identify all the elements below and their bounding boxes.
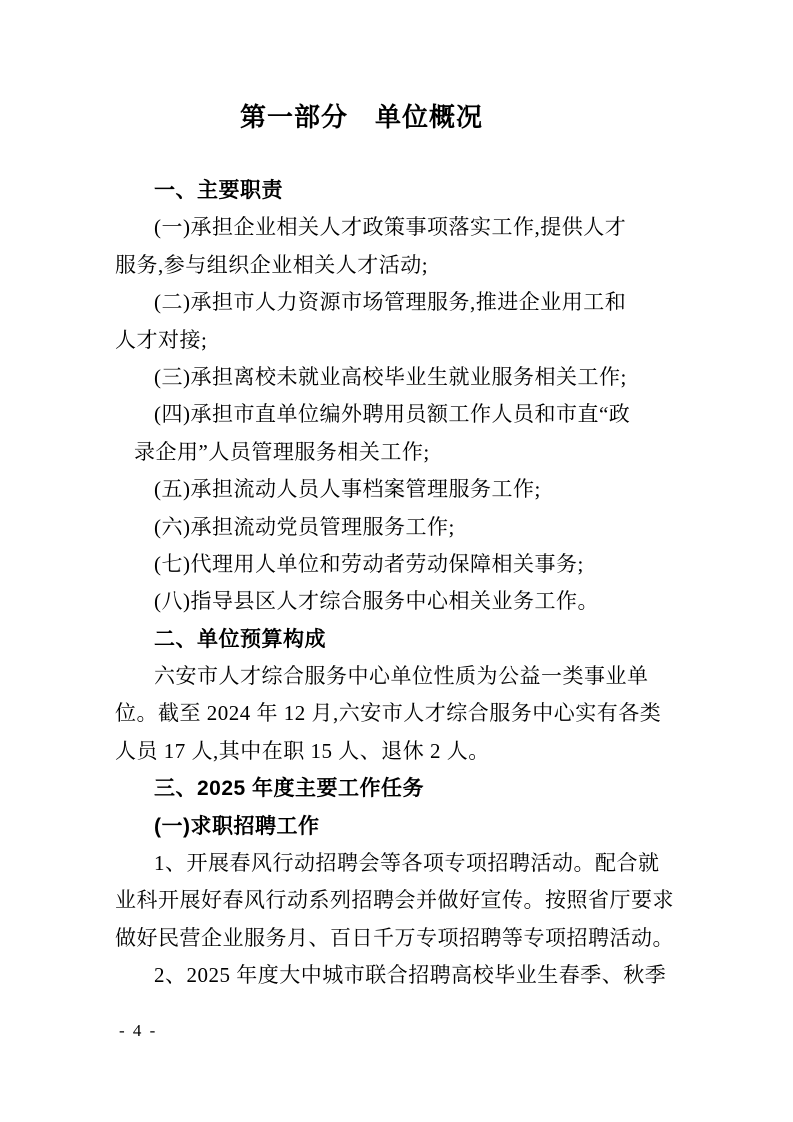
paragraph-line: (五)承担流动人员人事档案管理服务工作; xyxy=(154,477,541,502)
paragraph-line: 服务,参与组织企业相关人才活动; xyxy=(115,252,429,277)
section-heading-budget-composition: 二、单位预算构成 xyxy=(154,627,326,651)
paragraph-line: 人才对接; xyxy=(115,327,208,352)
paragraph-line: 位。截至 2024 年 12 月,六安市人才综合服务中心实有各类 xyxy=(115,701,662,726)
paragraph-line: (七)代理用人单位和劳动者劳动保障相关事务; xyxy=(154,551,584,576)
paragraph-line: (一)承担企业相关人才政策事项落实工作,提供人才 xyxy=(154,215,627,240)
document-body xyxy=(115,172,682,995)
paragraph-line: (六)承担流动党员管理服务工作; xyxy=(154,514,455,539)
paragraph-line: (四)承担市直单位编外聘用员额工作人员和市直“政 xyxy=(154,402,631,427)
section-heading-2025-tasks: 三、2025 年度主要工作任务 xyxy=(154,777,425,801)
section-heading-main-duties: 一、主要职责 xyxy=(154,179,283,202)
document-title: 第一部分 单位概况 xyxy=(239,102,483,132)
subsection-heading-recruitment: (一)求职招聘工作 xyxy=(154,814,320,838)
paragraph-line: 1、开展春风行动招聘会等各项专项招聘活动。配合就 xyxy=(154,851,660,876)
paragraph-line: 录企用”人员管理服务相关工作; xyxy=(134,439,430,464)
paragraph-line: (三)承担离校未就业高校毕业生就业服务相关工作; xyxy=(154,364,627,389)
paragraph-line: 人员 17 人,其中在职 15 人、退休 2 人。 xyxy=(115,738,490,763)
paragraph-line: (八)指导县区人才综合服务中心相关业务工作。 xyxy=(154,589,599,614)
paragraph-line: 做好民营企业服务月、百日千万专项招聘等专项招聘活动。 xyxy=(115,925,674,950)
paragraph-line: 2、2025 年度大中城市联合招聘高校毕业生春季、秋季 xyxy=(154,963,667,988)
paragraph-line: 六安市人才综合服务中心单位性质为公益一类事业单 xyxy=(154,664,649,689)
page-number: - 4 - xyxy=(119,1021,158,1040)
paragraph-line: 业科开展好春风行动系列招聘会并做好宣传。按照省厅要求 xyxy=(115,888,674,913)
paragraph-line: (二)承担市人力资源市场管理服务,推进企业用工和 xyxy=(154,290,627,315)
